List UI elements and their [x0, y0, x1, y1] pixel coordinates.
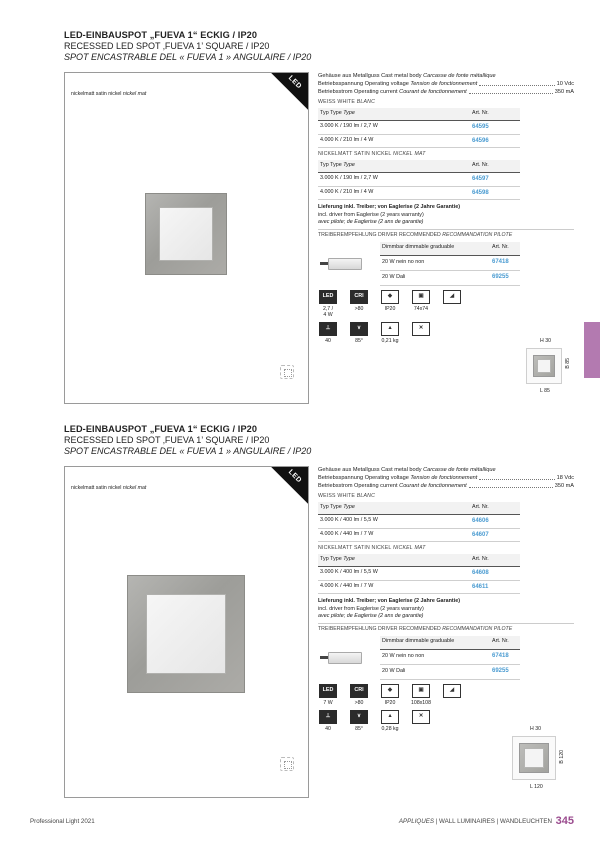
table-row [380, 255, 520, 270]
spec-icon-label: >80 [354, 305, 364, 312]
spec-icon-label: 74x74 [413, 305, 429, 312]
led-corner-label: LED [286, 74, 303, 91]
driver-table [380, 636, 520, 680]
type-cell: 4.000 K / 440 lm / 7 W [318, 528, 470, 542]
voltage-row-value: 10 Vdc [556, 81, 574, 88]
type-header-main: Typ Type [320, 503, 342, 510]
article-number: 67418 [492, 653, 509, 660]
current-row-label-main: Betriebsstrom Operating current [318, 483, 398, 490]
current-row-label-fr: Courant de fonctionnement [399, 483, 467, 490]
dimension-box [526, 348, 562, 384]
driver-type-cell: 20 W nein no non [380, 649, 490, 664]
housing-de: Gehäuse aus Metallguss [318, 73, 380, 79]
driver-block [318, 242, 574, 286]
voltage-row [318, 474, 574, 482]
spec-icon-cell [349, 290, 369, 318]
nickel-section-heading-main: NICKELMATT SATIN NICKEL [318, 545, 392, 552]
housing-en: Cast metal body [381, 467, 422, 473]
art-no-cell [470, 514, 520, 528]
type-header-main: Typ Type [320, 555, 342, 562]
spec-icon-cell [318, 322, 338, 344]
finish-caption [71, 485, 146, 491]
leader-dots [479, 474, 554, 480]
led-icon: LED [319, 290, 337, 304]
product-title-en: RECESSED LED SPOT ‚FUEVA 1’ SQUARE / IP20 [64, 435, 270, 445]
driver-section-fr: RECOMMANDATION PILOTE [442, 626, 513, 633]
product-title-en: RECESSED LED SPOT ‚FUEVA 1’ SQUARE / IP20 [64, 41, 270, 51]
spec-icon-label: 2,7 / 4 W [322, 305, 334, 319]
spotlight-product-photo [127, 575, 245, 693]
housing-fr: Carcasse de fonte métallique [423, 467, 496, 473]
article-number: 64607 [472, 531, 489, 538]
housing-en: Cast metal body [381, 73, 422, 79]
beam-angle-icon: ∨ [350, 710, 368, 724]
current-row [318, 482, 574, 490]
driver-block [318, 636, 574, 680]
art-no-header: Art. Nr. [490, 636, 520, 649]
art-no-header: Art. Nr. [470, 108, 520, 120]
current-row-label-fr: Courant de fonctionnement [399, 89, 467, 96]
art-no-cell [470, 172, 520, 186]
table-row [318, 120, 520, 134]
type-cell: 3.000 K / 190 lm / 2,7 W [318, 172, 470, 186]
spec-icon-row [318, 322, 574, 344]
current-row-label [318, 482, 467, 490]
spec-icon-label: IP20 [384, 305, 396, 312]
delivery-note [318, 598, 574, 620]
dimension-width: B 120 [559, 750, 565, 764]
product-image-frame [64, 72, 309, 404]
art-no-cell [490, 270, 520, 285]
table-header-row [318, 108, 520, 120]
spec-icon-cell [380, 684, 400, 706]
voltage-row-label-main: Betriebsspannung Operating voltage [318, 475, 409, 482]
current-row-label-main: Betriebsstrom Operating current [318, 89, 398, 96]
dimension-drawing [512, 726, 572, 806]
art-no-cell [470, 566, 520, 580]
art-no-cell [470, 186, 520, 200]
spec-icon-row [318, 290, 574, 318]
spec-icon-cell [411, 322, 431, 344]
spec-icon-label: 85° [355, 726, 363, 733]
finish-caption [71, 91, 146, 97]
spec-icon-label: 0,28 kg [381, 726, 399, 733]
nickel-section-heading-fr: NICKEL MAT [392, 151, 426, 158]
spec-icon-cell [411, 290, 431, 318]
product-block [64, 30, 574, 394]
led-corner-label: LED [286, 468, 303, 485]
type-header-main: Typ Type [320, 161, 342, 168]
ip-drop-icon: ◆ [381, 684, 399, 698]
nickel-section-heading-fr: NICKEL MAT [392, 545, 426, 552]
product-title-de: LED-EINBAUSPOT „FUEVA 1“ ECKIG / IP20 [64, 30, 258, 40]
driver-section-main: TREIBEREMPFEHLUNG DRIVER RECOMMENDED [318, 626, 441, 633]
dimension-spot [533, 355, 555, 377]
dimmable-header: Dimmbar dimmable graduable [380, 636, 490, 649]
depth-icon: ⊥ [319, 710, 337, 724]
voltage-row-label-main: Betriebsspannung Operating voltage [318, 81, 409, 88]
led-icon: LED [319, 684, 337, 698]
spec-icon-cell [411, 684, 431, 706]
white-section-heading-main: WEISS WHITE [318, 99, 356, 106]
art-no-header: Art. Nr. [470, 160, 520, 172]
table-row [380, 664, 520, 679]
driver-table [380, 242, 520, 286]
white-section-heading-main: WEISS WHITE [318, 493, 356, 500]
product-title-fr: SPOT ENCASTRABLE DEL « FUEVA 1 » ANGULAIRE / IP20 [64, 446, 312, 456]
product-block [64, 424, 574, 790]
type-header-main: Typ Type [320, 109, 342, 116]
qr-code-icon [280, 757, 294, 771]
weight-icon: ▲ [381, 710, 399, 724]
spec-icon-label: 40 [325, 726, 331, 733]
spec-icon-cell [318, 290, 338, 318]
finish-caption-main: nickelmatt satin nickel [71, 485, 122, 491]
spotlight-product-photo [145, 193, 227, 275]
finish-caption-fr: nickel mat [122, 91, 147, 97]
spec-icon-label: 85° [355, 338, 363, 345]
art-no-header: Art. Nr. [490, 242, 520, 255]
type-header-fr: Type [343, 503, 355, 510]
white-section-heading-fr: BLANC [356, 493, 376, 500]
table-row [318, 580, 520, 594]
table-row [318, 528, 520, 542]
article-number: 67418 [492, 259, 509, 266]
page-number: 345 [555, 815, 574, 827]
driver-type-cell: 20 W nein no non [380, 255, 490, 270]
nickel-section-heading [318, 151, 574, 159]
leader-dots [469, 482, 553, 488]
art-no-header: Art. Nr. [470, 554, 520, 566]
dimension-width: B 85 [565, 358, 571, 369]
article-number: 64608 [472, 569, 489, 576]
article-number: 64597 [472, 175, 489, 182]
type-header-fr: Type [343, 109, 355, 116]
dimmable-header: Dimmbar dimmable graduable [380, 242, 490, 255]
delivery-note-en: incl. driver from Eaglerise (2 years warranty) [318, 211, 424, 218]
cutout-icon: ▣ [412, 684, 430, 698]
article-number: 64595 [472, 123, 489, 130]
dimension-length: L 85 [540, 388, 550, 394]
spec-icon-cell [380, 290, 400, 318]
type-header [318, 502, 470, 514]
driver-section-heading [318, 623, 574, 634]
weight-icon: ▲ [381, 322, 399, 336]
art-no-cell [470, 120, 520, 134]
housing-text [318, 72, 574, 80]
white-article-table [318, 502, 520, 542]
spec-icon-cell [442, 290, 462, 318]
footer-catalog-name: Professional Light 2021 [30, 818, 95, 825]
ip-drop-icon: ◆ [381, 290, 399, 304]
delivery-note [318, 204, 574, 226]
table-row [318, 186, 520, 200]
leader-dots [469, 88, 553, 94]
spec-icon-label: IP20 [384, 699, 396, 706]
nickel-section-heading [318, 545, 574, 553]
dimension-spot-center [537, 359, 552, 374]
spec-icon-cell [380, 322, 400, 344]
delivery-note-de: Lieferung inkl. Treiber; von Eaglerise (2 Jahre Garantie) [318, 204, 460, 211]
delivery-note-fr: avec pilote; de Eaglerise (2 ans de garantie) [318, 218, 424, 225]
art-no-cell [490, 649, 520, 664]
spec-icon-cell [349, 322, 369, 344]
nickel-article-table [318, 160, 520, 200]
current-row-label [318, 88, 467, 96]
art-no-cell [490, 255, 520, 270]
no-dimmer-icon: ✕ [412, 322, 430, 336]
spec-icon-cell [411, 710, 431, 732]
table-header-row [318, 502, 520, 514]
article-number: 64611 [472, 583, 489, 590]
spotlight-diffuser [146, 594, 226, 674]
cri-icon: CRI [350, 684, 368, 698]
depth-icon: ⊥ [319, 322, 337, 336]
product-title-fr: SPOT ENCASTRABLE DEL « FUEVA 1 » ANGULAIRE / IP20 [64, 52, 312, 62]
voltage-row-label [318, 474, 477, 482]
spec-icon-label: 40 [325, 338, 331, 345]
white-section-heading-fr: BLANC [356, 99, 376, 106]
voltage-row-value: 18 Vdc [556, 475, 574, 482]
voltage-row-label-fr: Tension de fonctionnement [410, 81, 478, 88]
spotlight-diffuser [159, 207, 213, 261]
spec-icon-cell [380, 710, 400, 732]
spec-icon-label: 0,21 kg [381, 338, 399, 345]
dimension-height: H 30 [530, 726, 541, 732]
dimension-spot [519, 743, 549, 773]
footer-section [399, 818, 552, 825]
driver-photo [318, 636, 380, 680]
beam-angle-icon: ∨ [350, 322, 368, 336]
spec-icon-cell [349, 684, 369, 706]
driver-unit [328, 652, 362, 664]
spec-column [318, 466, 574, 732]
footer-section-rest: | WALL LUMINAIRES | WANDLEUCHTEN [433, 818, 552, 825]
table-header-row [318, 554, 520, 566]
nickel-article-table [318, 554, 520, 594]
driver-section-fr: RECOMMANDATION PILOTE [442, 232, 513, 239]
article-number: 64606 [472, 517, 489, 524]
current-row-value: 350 mA [554, 89, 574, 96]
delivery-note-en: incl. driver from Eaglerise (2 years warranty) [318, 605, 424, 612]
cri-icon: CRI [350, 290, 368, 304]
type-cell: 3.000 K / 400 lm / 5,5 W [318, 566, 470, 580]
housing-text [318, 466, 574, 474]
spec-icon-label: >80 [354, 699, 364, 706]
driver-unit [328, 258, 362, 270]
white-article-table [318, 108, 520, 148]
type-header [318, 108, 470, 120]
delivery-note-fr: avec pilote; de Eaglerise (2 ans de garantie) [318, 612, 424, 619]
current-row-value: 350 mA [554, 483, 574, 490]
table-row [318, 514, 520, 528]
type-header-fr: Type [343, 555, 355, 562]
art-no-header: Art. Nr. [470, 502, 520, 514]
type-cell: 4.000 K / 440 lm / 7 W [318, 580, 470, 594]
product-title-de: LED-EINBAUSPOT „FUEVA 1“ ECKIG / IP20 [64, 424, 258, 434]
finish-caption-fr: nickel mat [122, 485, 147, 491]
article-number: 69255 [492, 668, 509, 675]
voltage-row-label-fr: Tension de fonctionnement [410, 475, 478, 482]
article-number: 64596 [472, 137, 489, 144]
leader-dots [479, 80, 554, 86]
type-header [318, 554, 470, 566]
nickel-section-heading-main: NICKELMATT SATIN NICKEL [318, 151, 392, 158]
art-no-cell [490, 664, 520, 679]
spec-icon-label: 7 W [323, 699, 333, 706]
white-section-heading [318, 99, 574, 107]
table-row [318, 566, 520, 580]
current-row [318, 88, 574, 96]
spec-column [318, 72, 574, 344]
qr-code-icon [280, 365, 294, 379]
type-cell: 4.000 K / 210 lm / 4 W [318, 186, 470, 200]
type-cell: 3.000 K / 400 lm / 5,5 W [318, 514, 470, 528]
spec-icon-cell [349, 710, 369, 732]
art-no-cell [470, 580, 520, 594]
table-row [318, 172, 520, 186]
driver-section-heading [318, 229, 574, 240]
table-row [380, 649, 520, 664]
type-header [318, 160, 470, 172]
tilt-icon: ◢ [443, 684, 461, 698]
no-dimmer-icon: ✕ [412, 710, 430, 724]
dimension-length: L 120 [530, 784, 543, 790]
dimension-drawing [526, 338, 586, 418]
table-row [380, 270, 520, 285]
art-no-cell [470, 134, 520, 148]
table-header-row [380, 242, 520, 255]
article-number: 64598 [472, 189, 489, 196]
table-header-row [380, 636, 520, 649]
dimension-height: H 30 [540, 338, 551, 344]
spec-icon-row [318, 684, 574, 706]
cutout-icon: ▣ [412, 290, 430, 304]
table-header-row [318, 160, 520, 172]
driver-section-main: TREIBEREMPFEHLUNG DRIVER RECOMMENDED [318, 232, 441, 239]
dimension-spot-center [524, 748, 544, 768]
product-image-frame [64, 466, 309, 798]
driver-type-cell: 20 W Dali [380, 270, 490, 285]
article-number: 69255 [492, 274, 509, 281]
spec-icon-cell [442, 684, 462, 706]
dimension-box [512, 736, 556, 780]
art-no-cell [470, 528, 520, 542]
type-cell: 3.000 K / 190 lm / 2,7 W [318, 120, 470, 134]
driver-photo [318, 242, 380, 286]
spec-icon-label: 108x108 [411, 699, 431, 706]
driver-type-cell: 20 W Dali [380, 664, 490, 679]
housing-de: Gehäuse aus Metallguss [318, 467, 380, 473]
spec-icon-cell [318, 710, 338, 732]
delivery-note-de: Lieferung inkl. Treiber; von Eaglerise (2 Jahre Garantie) [318, 598, 460, 605]
voltage-row-label [318, 80, 477, 88]
table-row [318, 134, 520, 148]
voltage-row [318, 80, 574, 88]
footer-section-fr: APPLIQUES [398, 818, 434, 825]
type-cell: 4.000 K / 210 lm / 4 W [318, 134, 470, 148]
tilt-icon: ◢ [443, 290, 461, 304]
housing-fr: Carcasse de fonte métallique [423, 73, 496, 79]
spec-icon-cell [318, 684, 338, 706]
white-section-heading [318, 493, 574, 501]
finish-caption-main: nickelmatt satin nickel [71, 91, 122, 97]
type-header-fr: Type [343, 161, 355, 168]
chapter-tab [584, 322, 600, 378]
